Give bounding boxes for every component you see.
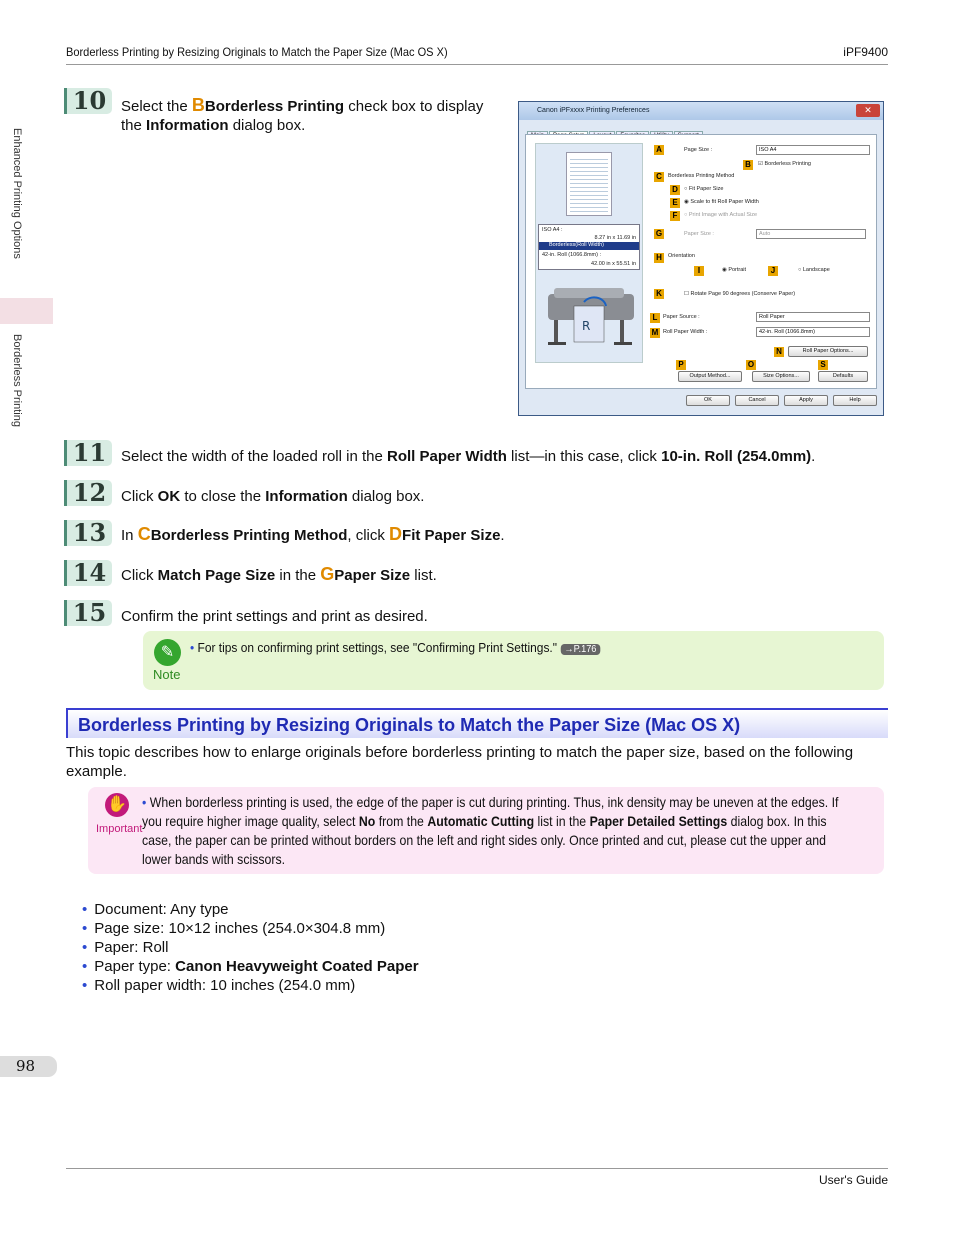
step-number: 12 [64,480,112,506]
list-item: • Page size: 10×12 inches (254.0×304.8 mm) [82,919,419,938]
pencil-icon: ✎ [154,639,181,666]
marker-g: G [655,229,663,238]
roll-options-button[interactable]: Roll Paper Options... [788,346,868,357]
footer-rule [66,1168,888,1169]
paper-source-select[interactable]: Roll Paper [756,312,870,322]
marker-p: P [676,360,686,370]
printer-illustration [544,284,638,350]
step-text: Confirm the print settings and print as desired. [121,608,428,625]
page-number: 98 [0,1056,57,1077]
marker-d: D [670,185,680,195]
scale-radio[interactable]: ◉ Scale to fit Roll Paper Width [684,199,759,205]
cancel-button[interactable]: Cancel [735,395,779,406]
source-label: Paper Source : [663,314,700,320]
marker-c: C [654,172,664,182]
page-ref-link[interactable]: →P.176 [561,644,600,655]
marker-s: S [818,360,828,370]
step-text: In CBorderless Printing Method, click DFit Paper Size. [121,524,505,544]
dialog-tabs [527,124,704,134]
paper-size-select[interactable]: Auto [756,229,866,239]
step-number: 11 [64,440,112,466]
close-icon[interactable]: ✕ [856,104,880,117]
size-info: ISO A4 : 8.27 in x 11.69 in Borderless(Roll Width) 42-in. Roll (1066.8mm) : 42.00 in x 55.51 in [538,224,640,270]
step-number: 10 [64,88,112,114]
page-size-label: Page Size : [684,147,713,153]
marker-f: F [670,211,680,221]
apply-button[interactable]: Apply [784,395,828,406]
marker-i: I [694,266,704,276]
important-label: Important [96,823,143,835]
list-item: • Paper type: Canon Heavyweight Coated Paper [82,957,419,976]
step-number: 14 [64,560,112,586]
list-item: • Paper: Roll [82,938,419,957]
hand-stop-icon: ✋ [105,793,129,817]
marker-l: L [650,313,660,323]
step-text: Select the width of the loaded roll in the Roll Paper Width list—in this case, click 10-in. Roll (254.0mm). [121,448,816,465]
printing-preferences-dialog [518,101,884,416]
marker-o: O [747,360,755,369]
page-size-select[interactable]: ISO A4 [756,145,870,155]
ok-button[interactable]: OK [686,395,730,406]
example-list [82,900,419,995]
sidebar-subsection: Borderless Printing [11,334,23,427]
marker-j: J [768,266,778,276]
roll-width-select[interactable]: 42-in. Roll (1066.8mm) [756,327,870,337]
marker-k: K [654,289,664,299]
section-heading: Borderless Printing by Resizing Originals to Match the Paper Size (Mac OS X) [66,708,888,738]
section-intro: This topic describes how to enlarge originals before borderless printing to match the paper size, based on the following example. [66,744,854,780]
actual-radio[interactable]: ○ Print Image with Actual Size [684,212,758,218]
preview-panel [535,143,643,363]
orientation-label: Orientation [668,253,695,259]
page-setup-pane [525,134,877,389]
step-text: Click Match Page Size in the GPaper Size list. [121,564,437,584]
marker-b: B [743,160,753,170]
note-text: • For tips on confirming print settings, see "Confirming Print Settings." →P.176 [190,640,600,655]
help-button[interactable]: Help [833,395,877,406]
list-item: • Document: Any type [82,900,419,919]
marker-h: H [654,253,664,263]
step-text: Click OK to close the Information dialog box. [121,488,425,505]
header-rule [66,64,888,65]
marker-n: N [774,347,784,357]
running-header: Borderless Printing by Resizing Originals to Match the Paper Size (Mac OS X) [66,45,448,59]
model-name: iPF9400 [843,45,888,59]
size-options-button[interactable]: Size Options... [752,371,810,382]
marker-e: E [670,198,680,208]
step-number: 13 [64,520,112,546]
paper-size-label: Paper Size : [684,231,714,237]
marker-a: A [654,145,664,155]
step-number: 15 [64,600,112,626]
note-label: Note [153,667,181,682]
footer-text: User's Guide [819,1173,888,1187]
fit-radio[interactable]: ○ Fit Paper Size [684,186,724,192]
sidebar-tab [0,298,53,324]
defaults-button[interactable]: Defaults [818,371,868,382]
width-label: Roll Paper Width : [663,329,708,335]
step-text: Select the BBorderless Printing check box to display the Information dialog box. [121,95,484,134]
rotate-checkbox[interactable]: ☐ Rotate Page 90 degrees (Conserve Paper) [684,291,796,297]
list-item: • Roll paper width: 10 inches (254.0 mm) [82,976,419,995]
method-label: Borderless Printing Method [668,173,735,179]
landscape-radio[interactable]: ○ Landscape [798,267,830,273]
output-method-button[interactable]: Output Method... [678,371,742,382]
marker-m: M [651,328,659,337]
sidebar-section: Enhanced Printing Options [11,128,23,259]
page-preview [566,152,612,216]
svg-text:R: R [582,319,591,333]
dialog-title: Canon iPFxxxx Printing Preferences [519,102,883,120]
borderless-checkbox[interactable]: ☑ Borderless Printing [758,161,811,167]
important-text: • When borderless printing is used, the edge of the paper is cut during printing. Thus, ink density may be uneven at the edges. If you require higher image quality, select No from the Automatic Cutting list in the Paper Detailed Settings dialog box. In this case, the paper can be printed without borders on the left and right sides only. Once printed and cut, please cut the upper and lower bands with scissors. [142,794,839,867]
portrait-radio[interactable]: ◉ Portrait [722,267,747,273]
